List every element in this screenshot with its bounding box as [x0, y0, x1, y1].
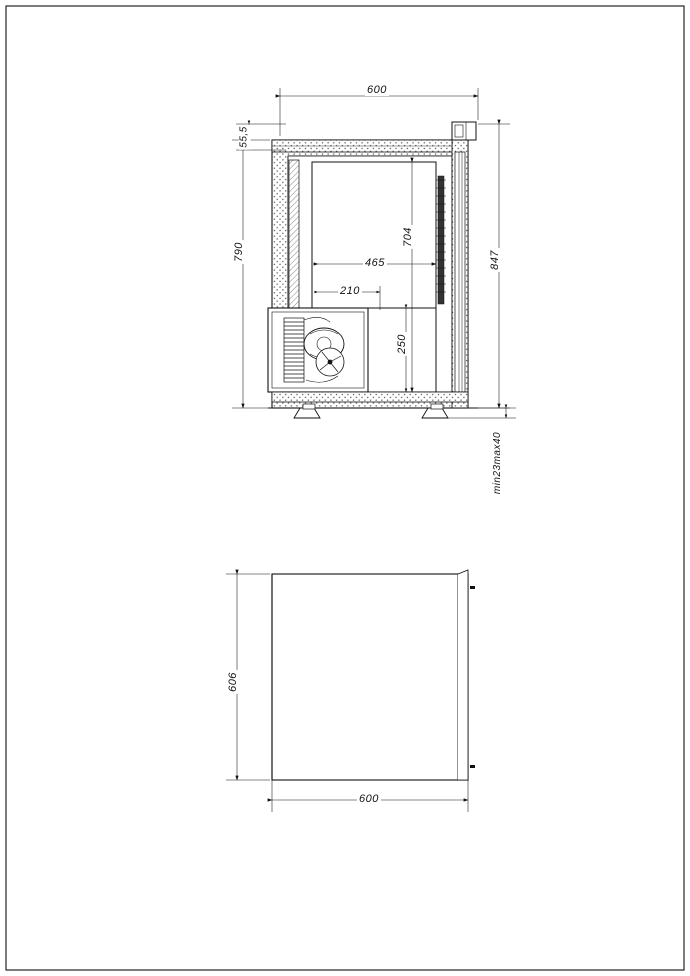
front-view [226, 570, 475, 812]
side-section-view [232, 88, 516, 418]
dimension-width-top: 600 [367, 84, 387, 96]
dimension-compartment-height: 250 [395, 334, 408, 354]
dimension-front-width: 600 [359, 793, 379, 805]
dimension-foot-adjust: min23max40 [492, 431, 504, 495]
dimension-compressor-depth: 210 [340, 285, 360, 297]
dimension-body-height: 790 [232, 242, 245, 262]
dimension-top-offset: 55,5 [238, 126, 250, 148]
dimension-inner-depth: 465 [365, 257, 385, 269]
dimension-overall-height: 847 [488, 250, 501, 270]
dimension-front-height: 606 [226, 672, 239, 692]
dimension-inner-height: 704 [401, 227, 414, 247]
